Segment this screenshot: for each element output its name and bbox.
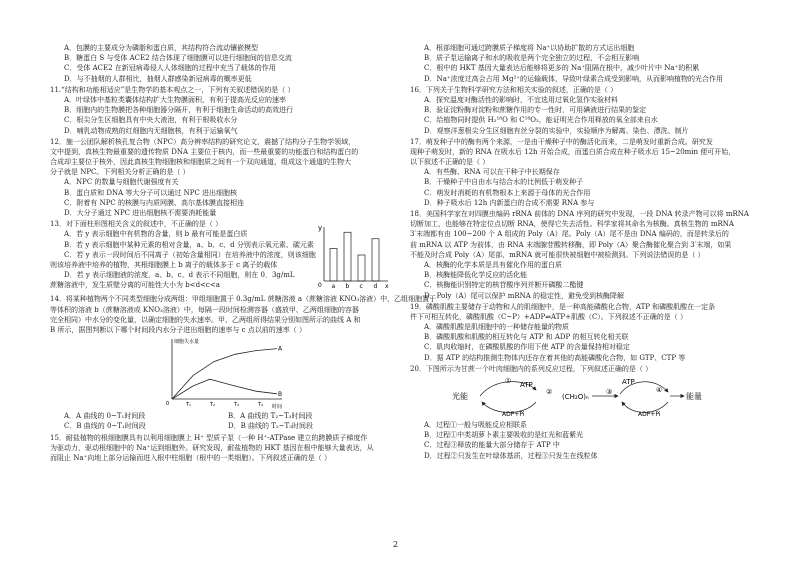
step-4-label: ④ xyxy=(656,386,663,394)
light-energy-label: 光能 xyxy=(452,392,468,401)
q10-option-a: A．包膜的主要成分为磷脂和蛋白质，其结构符合流动镶嵌模型 xyxy=(64,44,259,52)
q17-stem-line: 17．萌发种子中的酶有两个来源，一是由干燥种子中的酶活化而来，二是萌发时重新合成。研究发 xyxy=(410,137,713,146)
q17-option-d: D．种子吸水后 12h 内新蛋白的合成不需要 RNA 参与 xyxy=(424,198,595,207)
q13-bar-chart xyxy=(316,221,392,291)
q14-options-row xyxy=(50,421,392,431)
q14-option-a: A．A 曲线的 0~T₁时间段 xyxy=(64,412,146,421)
q14-option-d: D．B 曲线的 T₂~T₃时间段 xyxy=(228,422,314,431)
q13-option-d-cont: 蔗糖溶液中，发生质壁分离的可能性大小为 b<d<c<a xyxy=(50,281,220,290)
q14-options-row xyxy=(50,411,392,421)
curve-B xyxy=(172,379,277,399)
bar-a xyxy=(330,249,337,282)
question-20 xyxy=(410,364,756,461)
q12-stem-line: 12．施一公团队解析核孔复合物（NPC）高分辨率结构的研究论文，震撼了结构分子生物学领域， xyxy=(50,137,356,146)
q18-option-d: D．Poly（A）尾可以保护 mRNA 的稳定性，避免受到核酶降解 xyxy=(424,291,625,300)
q17-stem-line: 以下叙述不正确的是（ ） xyxy=(410,158,490,167)
q16-option-b: B．验证淀粉酶对淀粉和蔗糖作用的专一性时，可用碘液进行结果的鉴定 xyxy=(424,106,647,115)
q20-option-b: B．过程①中类胡萝卜素主要吸收的是红光和蓝紫光 xyxy=(424,431,584,440)
q16-option-c: C．给植物同时提供 H₂¹⁸O 和 C¹⁸O₂，能证明光合作用释放的氧全部来自水 xyxy=(424,116,658,125)
bar-b xyxy=(344,233,351,282)
q14-stem-line: 完全相同）中水分的变化量，以确定细胞的失水速率。甲、乙两组所得结果分别如图所示的曲线 A 和 xyxy=(50,315,361,324)
q14-stem-line: B 所示，据图判断以下哪个时间段内水分子进出细胞的速率与 c 点以前的速率（ ） xyxy=(50,325,306,334)
question-18 xyxy=(410,209,756,301)
q14-line-chart xyxy=(160,335,290,411)
time-tick-label: T₄ xyxy=(258,402,264,409)
q14-option-c: C．B 曲线的 0~T₁时间段 xyxy=(64,422,146,431)
q15-option-d: D．Na⁺浓度过高会占用 Mg²⁺的运输载体，导致叶绿素合成受到影响，从而影响植物的光合作用 xyxy=(424,74,723,83)
q11-option-c: C．根尖分生区细胞具有中央大液泡，有利于根吸收水分 xyxy=(64,116,238,125)
adp-label: ADP+Pi xyxy=(502,411,525,418)
left-column xyxy=(50,42,437,463)
q20-diagram xyxy=(410,374,756,420)
time-tick-label: T₁ xyxy=(186,402,192,409)
bar-label-d: d xyxy=(373,283,378,291)
q13-option-d: D．若 y 表示细胞液的浓度，a、b、c、d 表示不同细胞，则在 0．3g/mL xyxy=(64,271,295,280)
q20-reaction-diagram xyxy=(450,374,710,420)
q13-option-a: A．若 y 表示细胞中有机物的含量，则 b 最有可能是蛋白质 xyxy=(64,230,248,239)
question-10-options xyxy=(50,43,392,84)
q12-option-d: D．大分子通过 NPC 进出细胞核不需要消耗能量 xyxy=(64,209,217,217)
bar-label-a: a xyxy=(331,283,336,291)
time-tick-label: T₂ xyxy=(210,402,216,409)
q13-option-c-cont: 则该培养液中培养的植物，其根细胞膜上 b 离子的载体多于 c 离子的载体 xyxy=(50,260,278,269)
q18-option-c: C．核酶能识别特定的核苷酸序列并断开磷酸二酯键 xyxy=(424,281,584,290)
q12-stem-line: 合成却主要位于核外，因此真核生物细胞核和细胞质之间有一个双向通道，组成这个通道的生物大 xyxy=(50,158,351,167)
question-11 xyxy=(50,85,392,136)
q18-stem-line: 18．美国科学家在对四膜虫编码 rRNA 前体的 DNA 序列的研究中发现，一段 DNA 转录产物可以将 mRNA xyxy=(410,210,749,218)
question-17 xyxy=(410,137,756,208)
q12-option-b: B．蛋白质和 DNA 等大分子可以通过 NPC 进出细胞核 xyxy=(64,188,238,197)
q10-option-b: B．糖蛋白 S 与受体 ACE2 结合体现了细胞膜可以进行细胞间的信息交流 xyxy=(64,54,292,63)
sugar-label: (CH₂O)ₙ xyxy=(562,393,589,401)
q14-stem-line: 14．将某种植物两个不同类型细胞分成两组：甲组细胞置于 0.3g/mL 蔗糖溶液 a（蔗糖溶液 KNO₃溶液）中，乙组细胞置于 xyxy=(50,295,437,304)
q19-stem-line: 19．磷酸肌酸主要储存于动物和人的肌细胞中，是一种高能磷酸化合物，ATP 和磷酸肌酸在一定条 xyxy=(410,302,716,311)
question-14 xyxy=(50,294,437,431)
q14-figure xyxy=(50,335,392,411)
q17-option-b: B．干燥种子中自由水与结合水的比例低于萌发种子 xyxy=(424,178,584,187)
q16-option-d: D．观察洋葱根尖分生区细胞有丝分裂的实验中，实验顺序为解离、染色、漂洗、制片 xyxy=(424,126,689,135)
q12-stem-line: 分子就是 NPC。下列相关分析正确的是（ ） xyxy=(50,168,190,177)
q18-stem-line: 不能及时合成 Poly（A）尾部，mRNA 就可能很快被细胞中被检测到。下列说法错误的是（ ） xyxy=(410,250,705,259)
question-15-options xyxy=(410,43,756,84)
q13-stem: 13．对下面柱形图相关含义的叙述中，不正确的是（ ） xyxy=(50,220,223,229)
q18-stem-line: 3′末端都有由 100~200 个 A 组成的 Poly（A）尾。Poly（A）尾不是由 DNA 编码的，而是转录后的 xyxy=(410,230,729,239)
q17-stem-line: 现种子萌发时，新的 RNA 在吸水后 12h 开始合成，而蛋白质合成在种子吸水后 15~20min 便可开始， xyxy=(410,147,736,156)
x-axis-label: 时间 xyxy=(272,404,283,411)
q13-options xyxy=(50,229,316,290)
q19-option-b: B．磷酸肌酸和肌酸的相互转化与 ATP 和 ADP 的相互转化相关联 xyxy=(424,333,629,342)
q20-option-d: D．过程②只发生在叶绿体基质，过程③只发生在线粒体 xyxy=(424,451,598,460)
origin-label: 0 xyxy=(166,401,170,408)
q20-stem: 20．下图所示为甘蔗一个叶肉细胞内的系列反应过程，下列叙述正确的是（ ） xyxy=(410,364,653,373)
curve-label-B: B xyxy=(278,390,283,398)
q10-option-c: C．受体 ACE2 在新冠病毒侵人人体细胞的过程中充当了载体的作用 xyxy=(64,64,276,73)
atp-label-2: ATP xyxy=(622,378,635,386)
question-15 xyxy=(50,433,392,464)
q19-option-c: C．肌肉收缩时，在磷酸肌酸的作用下使 ATP 的含量保持相对稳定 xyxy=(424,343,630,352)
question-13 xyxy=(50,219,392,293)
q10-option-d: D．与不抽烟的人群相比，抽烟人群感染新冠病毒的概率更低 xyxy=(64,74,252,83)
q14-stem-line: 等体积的溶液 b（蔗糖溶液或 KNO₃溶液）中，每隔一段时间检测容器（盛放甲、乙两组细胞的容器 xyxy=(50,305,359,314)
q19-stem-line: 件下可相互转化，磷酸肌酸（C~P）+ADP⇌ATP+肌酸（C）。下列叙述不正确的是（ ） xyxy=(410,312,688,321)
step-2-label: ② xyxy=(546,388,553,396)
step-1-label: ① xyxy=(505,377,512,385)
q15-stem-line: 15．耐盐植物的根细胞膜具有以利用细胞膜上 H⁺ 型质子泵（一种 H⁺-ATPase 建立的跨膜质子梯度作 xyxy=(50,433,368,442)
q17-option-c: C．萌发时消耗的有机物根本上来源于母体的光合作用 xyxy=(424,188,591,197)
energy-label: 能量 xyxy=(686,392,702,401)
q20-option-a: A．过程①一般与吸能反应相联系 xyxy=(424,421,528,429)
q11-stem: 11.“结构和功能相适应”是生物学的基本观点之一，下列有关叙述错误的是（ ） xyxy=(50,85,295,94)
q15-option-b: B．质子泵运输离子和水的吸收是两个完全独立的过程，不会相互影响 xyxy=(424,54,640,63)
q16-option-a: A．探究温度对酶活性的影响时，不宜选用过氧化氢作实验材料 xyxy=(424,95,619,104)
q15-stem-line: 为驱动力，驱动根细胞中的 Na⁺运到细胞外。研究发现，耐盐植物的 HKT 基因在根中能够大量表达，从 xyxy=(50,443,374,452)
q13-option-b: B．若 y 表示细胞中某种元素的相对含量，a、b、c、d 分别表示氧元素、碳元素 xyxy=(64,240,314,249)
origin-label: 0 xyxy=(318,282,322,290)
q15-stem-line: 而阻止 Na⁺向地上部分运输而进入根中柱细胞（根中的一类细胞）。下列叙述正确的是（ ） xyxy=(50,453,331,462)
q12-option-a: A．NPC 的数量与细胞代谢强度有关 xyxy=(64,178,179,187)
q12-option-c: C．附着有 NPC 的核膜与内质网膜、高尔基体膜直接相连 xyxy=(64,198,244,207)
q18-option-a: A．核酶的化学本质是具有催化作用的蛋白质 xyxy=(424,260,563,269)
y-axis-label: 细胞失水量 xyxy=(174,339,200,346)
q18-stem-line: 切断加工，也能够在特定位点切断 RNA，使得它失去活性。科学家将其命名为核酶。真核生物的 mRNA xyxy=(410,220,734,229)
q11-option-b: B．细胞内的生物膜把各种细胞器分隔开，有利于细胞生命活动的高效进行 xyxy=(64,106,294,115)
q17-option-a: A．有些酶、RNA 可以在干种子中长期保存 xyxy=(424,168,560,177)
question-16 xyxy=(410,85,756,136)
atp-label: ATP xyxy=(520,381,533,389)
curve-label-A: A xyxy=(278,345,283,353)
step-3-label: ③ xyxy=(606,388,613,396)
q18-stem-line: 前 mRNA 以 ATP 为前体，由 RNA 末端腺苷酸转移酶，即 Poly（A）聚合酶催化聚合到 3′末端，如果 xyxy=(410,240,732,249)
time-tick-label: T₃ xyxy=(234,402,240,409)
page-number: 2 xyxy=(393,540,399,549)
bar-d xyxy=(372,239,379,281)
q12-stem-line: 文中提到，真核生物最重要的遗传物质 DNA 主要位于核内，而一些最重要的功能蛋白和结构蛋白的 xyxy=(50,147,359,156)
x-axis-end-label: x xyxy=(385,283,389,291)
bar-label-c: c xyxy=(359,283,363,291)
q15-option-a: A．根部细胞可通过跨膜质子梯度将 Na⁺以协助扩散的方式运出细胞 xyxy=(424,44,635,52)
q18-option-b: B．核酶能降低化学反应的活化能 xyxy=(424,271,528,280)
q11-option-a: A．叶绿体中基粒类囊体结构扩大生物膜面积，有利于提高光反应的速率 xyxy=(64,95,287,104)
q13-option-c: C．若 y 表示一段时间后不同离子（初始含量相同）在培养液中的浓度，则该细胞 xyxy=(64,250,316,259)
y-axis-label: y xyxy=(318,224,323,233)
bar-label-b: b xyxy=(345,283,350,291)
question-12 xyxy=(50,137,392,219)
q14-option-b: B．A 曲线的 T₂~T₃时间段 xyxy=(228,412,313,421)
q19-option-a: A．磷酸肌酸是肌细胞中的一种储存能量的物质 xyxy=(424,323,570,332)
q19-option-d: D．据 ATP 的结构推测生物体内还存在着其他的高能磷酸化合物，如 GTP、CTP 等 xyxy=(424,353,686,362)
q11-option-d: D．哺乳动物成熟的红细胞内无细胞核，有利于运输氧气 xyxy=(64,126,238,135)
curve-A xyxy=(172,349,277,399)
q16-stem: 16．下列关于生物科学研究方法和相关实验的叙述，正确的是（ ） xyxy=(410,85,618,94)
right-column xyxy=(410,42,756,461)
q15-option-c: C．根中的 HKT 基因大量表达后能够将更多的 Na⁺阻隔在根中，减少叶片中 Na⁺的积累 xyxy=(424,64,700,73)
bar-c xyxy=(358,255,365,281)
adp-label-2: ADP+Pi xyxy=(638,411,661,418)
question-19 xyxy=(410,302,756,363)
q20-option-c: C．过程③释放的能量大部分储存于 ATP 中 xyxy=(424,441,560,450)
